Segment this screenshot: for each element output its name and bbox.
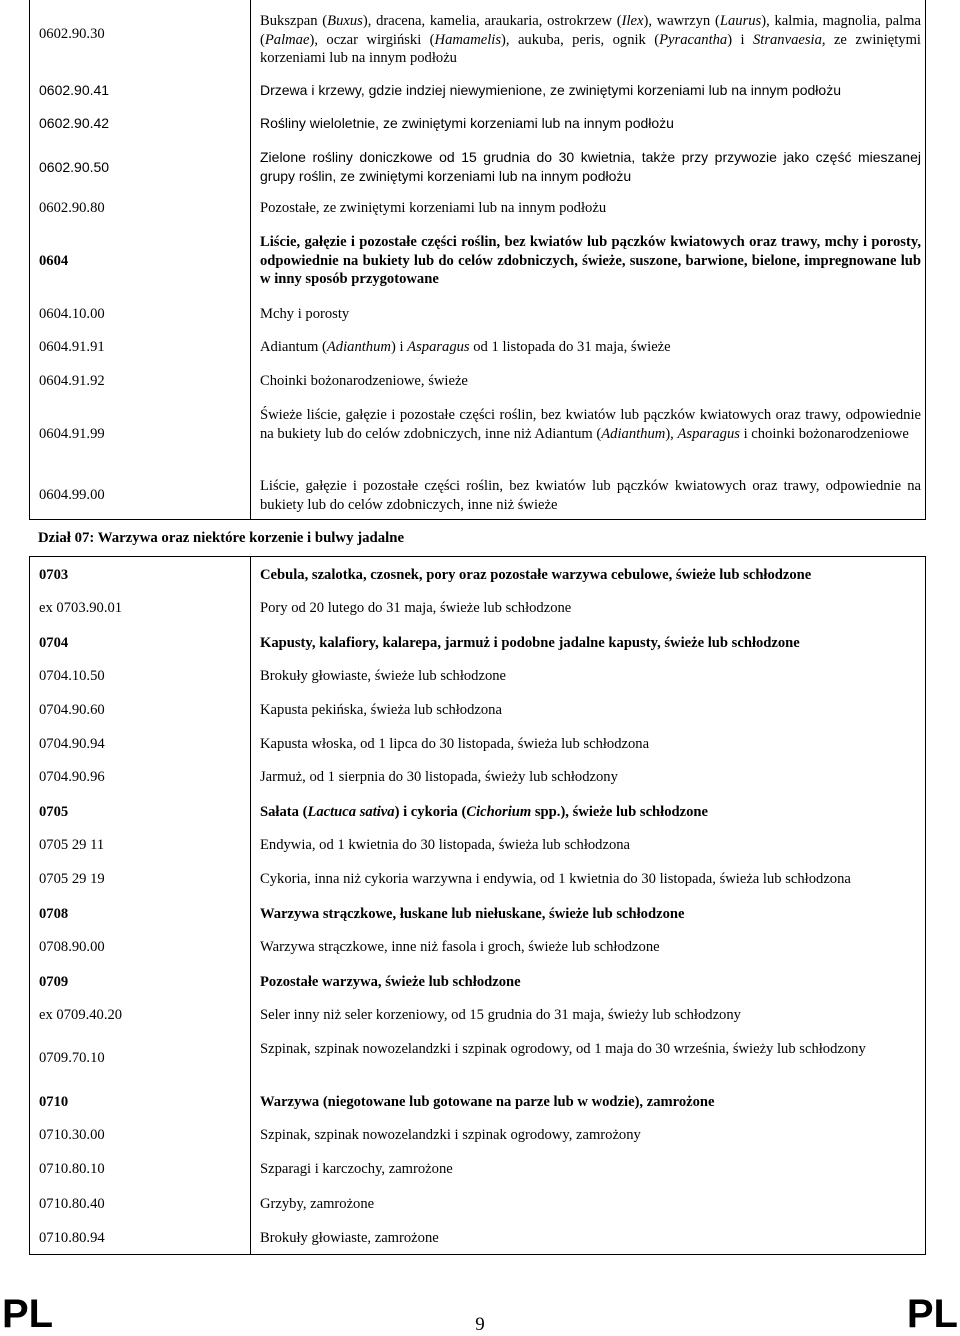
tariff-description: Szparagi i karczochy, zamrożone [260,1161,453,1177]
tariff-code: 0602.90.30 [39,26,105,42]
tariff-description: Świeże liście, gałęzie i pozostałe części roślin, bez kwiatów lub pączków kwiatowych oraz trawy, odpowiednie na bukiety lub do celów zdobniczych, inne niż Adiantum (Adianthum), Asparagus i choinki bożonarodzeniowe [260,407,921,442]
tariff-code: ex 0703.90.01 [39,600,123,616]
tariff-description: Cebula, szalotka, czosnek, pory oraz pozostałe warzywa cebulowe, świeże lub schłodzone [260,567,812,583]
tariff-code: 0710 [39,1094,69,1110]
page-number: 9 [475,1314,485,1335]
tariff-code: 0708 [39,906,69,922]
tariff-description: Brokuły głowiaste, świeże lub schłodzone [260,668,507,684]
tariff-code: 0704 [39,635,69,651]
tariff-description: Jarmuż, od 1 sierpnia do 30 listopada, świeży lub schłodzony [260,769,618,785]
tariff-code: 0709 [39,974,69,990]
tariff-description: Liście, gałęzie i pozostałe części roślin, bez kwiatów lub pączków kwiatowych oraz trawy, mchy i porosty, odpowiednie na bukiety lub do celów zdobniczych, świeże, suszone, barwione, bielone, impregnowane lub w inny sposób przygotowane [260,234,921,287]
tariff-code: 0602.90.42 [39,115,110,131]
tariff-code: 0604.91.99 [39,426,105,442]
footer-language-label-left: PL [2,1292,54,1336]
tariff-description: Zielone rośliny doniczkowe od 15 grudnia do 30 kwietnia, także przy przywozie jako część mieszanej grupy roślin, ze zwiniętymi korzeniami lub na innym podłożu [260,149,921,184]
tariff-description: Szpinak, szpinak nowozelandzki i szpinak ogrodowy, od 1 maja do 30 września, świeży lub schłodzony [260,1041,866,1057]
column-divider [250,0,251,519]
tariff-code: 0709.70.10 [39,1050,105,1066]
tariff-description: Pozostałe, ze zwiniętymi korzeniami lub na innym podłożu [260,200,607,216]
tariff-description: Adiantum (Adianthum) i Asparagus od 1 listopada do 31 maja, świeże [260,339,671,355]
tariff-code: 0703 [39,567,69,583]
tariff-code: 0708.90.00 [39,939,105,955]
tariff-description: Kapusta włoska, od 1 lipca do 30 listopada, świeża lub schłodzona [260,736,650,752]
tariff-description: Sałata (Lactuca sativa) i cykoria (Cichorium spp.), świeże lub schłodzone [260,804,708,820]
tariff-code: 0705 29 19 [39,871,105,887]
tariff-code: 0604.91.92 [39,373,105,389]
tariff-description: Choinki bożonarodzeniowe, świeże [260,373,468,389]
tariff-code: 0604 [39,253,69,269]
tariff-description: Warzywa strączkowe, inne niż fasola i groch, świeże lub schłodzone [260,939,660,955]
tariff-code: 0604.10.00 [39,306,105,322]
tariff-description: Cykoria, inna niż cykoria warzywna i endywia, od 1 kwietnia do 30 listopada, świeża lub schłodzona [260,871,851,887]
chapter-heading: Dział 07: Warzywa oraz niektóre korzenie i bulwy jadalne [38,530,405,546]
tariff-code: 0710.30.00 [39,1127,105,1143]
tariff-description: Pory od 20 lutego do 31 maja, świeże lub schłodzone [260,600,572,616]
tariff-description: Warzywa strączkowe, łuskane lub niełuskane, świeże lub schłodzone [260,906,685,922]
tariff-description: Drzewa i krzewy, gdzie indziej niewymienione, ze zwiniętymi korzeniami lub na innym podłożu [260,82,841,98]
tariff-table-vegetables [29,556,926,1255]
tariff-description: Endywia, od 1 kwietnia do 30 listopada, świeża lub schłodzona [260,837,631,853]
tariff-code: 0705 29 11 [39,837,105,853]
tariff-description: Szpinak, szpinak nowozelandzki i szpinak ogrodowy, zamrożony [260,1127,641,1143]
tariff-description: Liście, gałęzie i pozostałe części roślin, bez kwiatów lub pączków kwiatowych oraz trawy, odpowiednie na bukiety lub do celów zdobniczych, inne niż świeże [260,478,921,513]
tariff-description: Grzyby, zamrożone [260,1196,375,1212]
tariff-description: Pozostałe warzywa, świeże lub schłodzone [260,974,521,990]
tariff-code: 0704.90.60 [39,702,105,718]
tariff-code: 0704.90.96 [39,769,105,785]
tariff-code: 0710.80.94 [39,1230,105,1246]
tariff-code: 0602.90.50 [39,159,110,175]
tariff-description: Bukszpan (Buxus), dracena, kamelia, araukaria, ostrokrzew (Ilex), wawrzyn (Laurus), kalmia, magnolia, palma (Palmae), oczar wirgiński (Hamamelis), aukuba, peris, ognik (Pyracantha) i Stranvaesia, ze zwiniętymi korzeniami lub na innym podłożu [260,13,921,66]
tariff-code: 0704.10.50 [39,668,105,684]
tariff-description: Seler inny niż seler korzeniowy, od 15 grudnia do 31 maja, świeży lub schłodzony [260,1007,741,1023]
tariff-code: 0604.91.91 [39,339,105,355]
tariff-code: 0604.99.00 [39,487,105,503]
tariff-description: Mchy i porosty [260,306,350,322]
column-divider [250,557,251,1254]
tariff-code: 0704.90.94 [39,736,105,752]
tariff-code: 0705 [39,804,69,820]
tariff-code: 0710.80.40 [39,1196,105,1212]
tariff-description: Kapusta pekińska, świeża lub schłodzona [260,702,502,718]
footer-language-label-right: PL [906,1292,958,1336]
tariff-description: Warzywa (niegotowane lub gotowane na parze lub w wodzie), zamrożone [260,1094,715,1110]
tariff-description: Kapusty, kalafiory, kalarepa, jarmuż i podobne jadalne kapusty, świeże lub schłodzone [260,635,800,651]
tariff-code: 0710.80.10 [39,1161,105,1177]
tariff-table-plants [29,0,926,520]
tariff-code: 0602.90.80 [39,200,105,216]
tariff-description: Brokuły głowiaste, zamrożone [260,1230,439,1246]
tariff-code: 0602.90.41 [39,82,110,98]
tariff-description: Rośliny wieloletnie, ze zwiniętymi korzeniami lub na innym podłożu [260,115,674,131]
tariff-code: ex 0709.40.20 [39,1007,123,1023]
